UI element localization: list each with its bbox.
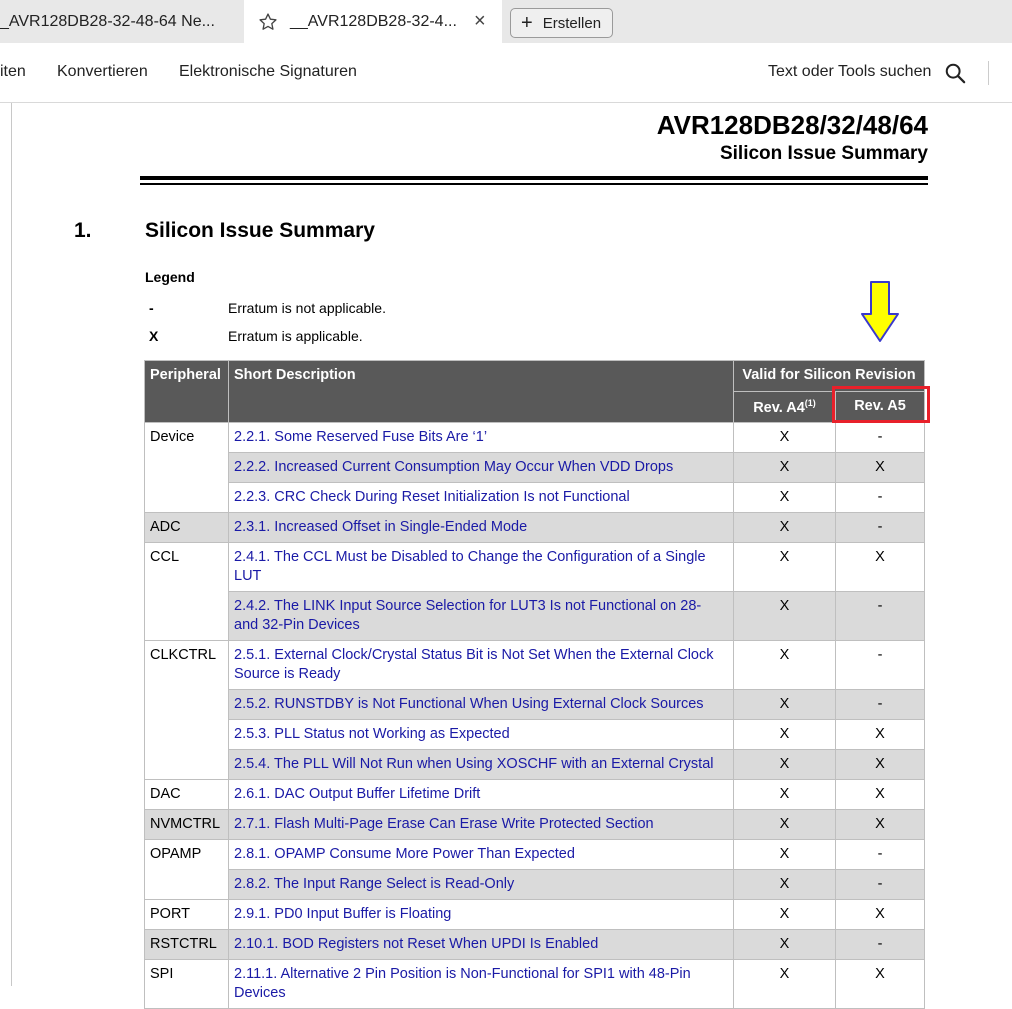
erratum-link[interactable]: 2.5.2. RUNSTDBY is Not Functional When Using External Clock Sources xyxy=(229,689,734,719)
rev-a5-value: - xyxy=(836,512,925,542)
plus-icon: + xyxy=(521,12,533,34)
rev-a5-value: X xyxy=(836,959,925,1008)
section-number: 1. xyxy=(74,219,92,242)
peripheral-cell: NVMCTRL xyxy=(145,809,229,839)
menu-item-pages[interactable]: iten xyxy=(0,63,26,80)
peripheral-cell: Device xyxy=(145,422,229,512)
browser-tab-bar xyxy=(0,0,1012,43)
table-row xyxy=(145,640,925,689)
rev-a5-value: X xyxy=(836,542,925,591)
section-title: Silicon Issue Summary xyxy=(145,219,375,242)
erratum-link[interactable]: 2.5.4. The PLL Will Not Run when Using XOSCHF with an External Crystal xyxy=(229,749,734,779)
table-row xyxy=(145,749,925,779)
erratum-link[interactable]: 2.5.1. External Clock/Crystal Status Bit is Not Set When the External Clock Source is Ready xyxy=(229,640,734,689)
document-title: AVR128DB28/32/48/64 xyxy=(656,110,928,140)
rev-a5-value: - xyxy=(836,869,925,899)
header-rev-a5: Rev. A5 xyxy=(836,392,925,423)
rev-a4-value: X xyxy=(734,869,836,899)
rev-a4-value: X xyxy=(734,959,836,1008)
legend-symbol: - xyxy=(149,300,154,316)
legend-symbol: X xyxy=(149,328,159,344)
header-rev-a4: Rev. A4$^{(1)}$ xyxy=(734,392,836,423)
rev-a5-value: - xyxy=(836,482,925,512)
rev-a4-value: X xyxy=(734,422,836,452)
erratum-link[interactable]: 2.2.3. CRC Check During Reset Initialization Is not Functional xyxy=(229,482,734,512)
rev-a4-value: X xyxy=(734,689,836,719)
legend-title: Legend xyxy=(145,269,195,285)
rev-a4-value: X xyxy=(734,591,836,640)
rev-a5-value: X xyxy=(836,719,925,749)
table-row xyxy=(145,591,925,640)
rev-a4-value: X xyxy=(734,749,836,779)
table-row xyxy=(145,929,925,959)
close-icon[interactable]: × xyxy=(474,10,486,32)
rev-a5-value: - xyxy=(836,591,925,640)
erratum-link[interactable]: 2.7.1. Flash Multi-Page Erase Can Erase Write Protected Section xyxy=(229,809,734,839)
table-row xyxy=(145,779,925,809)
rev-a5-value: X xyxy=(836,749,925,779)
table-row xyxy=(145,542,925,591)
highlight-box-annotation xyxy=(832,386,930,423)
peripheral-cell: OPAMP xyxy=(145,839,229,899)
peripheral-cell: CCL xyxy=(145,542,229,640)
tab-errata-document-1[interactable] xyxy=(0,0,244,43)
toolbar-divider xyxy=(988,61,989,85)
peripheral-cell: DAC xyxy=(145,779,229,809)
rev-a5-value: X xyxy=(836,899,925,929)
silicon-issue-table xyxy=(144,360,925,1009)
erratum-link[interactable]: 2.8.1. OPAMP Consume More Power Than Expected xyxy=(229,839,734,869)
page-edge xyxy=(11,103,12,986)
rev-a4-value: X xyxy=(734,452,836,482)
yellow-arrow-annotation xyxy=(860,281,900,343)
document-subtitle: Silicon Issue Summary xyxy=(719,143,928,164)
rev-a4-value: X xyxy=(734,809,836,839)
menu-item-convert[interactable]: Konvertieren xyxy=(57,63,148,80)
rev-a5-value: X xyxy=(836,809,925,839)
tab-title: _AVR128DB28-32-48-64 Ne... xyxy=(0,12,215,30)
erratum-link[interactable]: 2.11.1. Alternative 2 Pin Position is Non-Functional for SPI1 with 48-Pin Devices xyxy=(229,959,734,1008)
erratum-link[interactable]: 2.6.1. DAC Output Buffer Lifetime Drift xyxy=(229,779,734,809)
rev-a5-value: - xyxy=(836,929,925,959)
legend-text: Erratum is applicable. xyxy=(228,328,363,344)
rev-a4-value: X xyxy=(734,640,836,689)
peripheral-cell: PORT xyxy=(145,899,229,929)
peripheral-cell: RSTCTRL xyxy=(145,929,229,959)
rev-a4-value: X xyxy=(734,512,836,542)
tab-errata-document-2[interactable] xyxy=(244,0,502,43)
erratum-link[interactable]: 2.5.3. PLL Status not Working as Expected xyxy=(229,719,734,749)
table-row xyxy=(145,959,925,1008)
table-row xyxy=(145,899,925,929)
header-short-description: Short Description xyxy=(229,361,734,423)
header-valid-for-silicon-revision: Valid for Silicon Revision xyxy=(734,361,925,392)
table-row xyxy=(145,869,925,899)
erratum-link[interactable]: 2.4.1. The CCL Must be Disabled to Change the Configuration of a Single LUT xyxy=(229,542,734,591)
search-tools-input[interactable]: Text oder Tools suchen xyxy=(768,63,932,80)
create-button[interactable] xyxy=(510,8,613,38)
rev-a4-value: X xyxy=(734,542,836,591)
table-row xyxy=(145,839,925,869)
table-row xyxy=(145,719,925,749)
rev-a4-value: X xyxy=(734,719,836,749)
legend-text: Erratum is not applicable. xyxy=(228,300,386,316)
rev-a4-value: X xyxy=(734,839,836,869)
header-rule-thin xyxy=(140,183,928,185)
table-row xyxy=(145,512,925,542)
peripheral-cell: ADC xyxy=(145,512,229,542)
erratum-link[interactable]: 2.4.2. The LINK Input Source Selection for LUT3 Is not Functional on 28- and 32-Pin Devices xyxy=(229,591,734,640)
table-row xyxy=(145,482,925,512)
erratum-link[interactable]: 2.3.1. Increased Offset in Single-Ended Mode xyxy=(229,512,734,542)
search-icon[interactable] xyxy=(944,62,966,84)
rev-a4-value: X xyxy=(734,779,836,809)
star-icon[interactable] xyxy=(258,12,278,32)
rev-a5-value: - xyxy=(836,422,925,452)
table-row xyxy=(145,422,925,452)
erratum-link[interactable]: 2.2.1. Some Reserved Fuse Bits Are ‘1’ xyxy=(229,422,734,452)
erratum-link[interactable]: 2.9.1. PD0 Input Buffer is Floating xyxy=(229,899,734,929)
rev-a5-value: - xyxy=(836,839,925,869)
footnote-marker: (1) xyxy=(804,398,816,408)
app-toolbar xyxy=(0,43,1012,103)
rev-a5-value: X xyxy=(836,779,925,809)
create-button-label: Erstellen xyxy=(542,14,602,32)
rev-a4-value: X xyxy=(734,482,836,512)
header-rule xyxy=(140,176,928,180)
table-row xyxy=(145,689,925,719)
tab-title: __AVR128DB28-32-4... xyxy=(290,12,457,30)
rev-a5-value: X xyxy=(836,452,925,482)
rev-a5-value: - xyxy=(836,689,925,719)
erratum-link[interactable]: 2.8.2. The Input Range Select is Read-Only xyxy=(229,869,734,899)
table-row xyxy=(145,452,925,482)
peripheral-cell: CLKCTRL xyxy=(145,640,229,779)
rev-a5-value: - xyxy=(836,640,925,689)
header-peripheral: Peripheral xyxy=(145,361,229,423)
table-row xyxy=(145,809,925,839)
erratum-link[interactable]: 2.10.1. BOD Registers not Reset When UPDI Is Enabled xyxy=(229,929,734,959)
peripheral-cell: SPI xyxy=(145,959,229,1008)
rev-a4-value: X xyxy=(734,899,836,929)
menu-item-electronic-signatures[interactable]: Elektronische Signaturen xyxy=(179,63,357,80)
table-body xyxy=(145,422,925,1008)
rev-a4-value: X xyxy=(734,929,836,959)
erratum-link[interactable]: 2.2.2. Increased Current Consumption May Occur When VDD Drops xyxy=(229,452,734,482)
